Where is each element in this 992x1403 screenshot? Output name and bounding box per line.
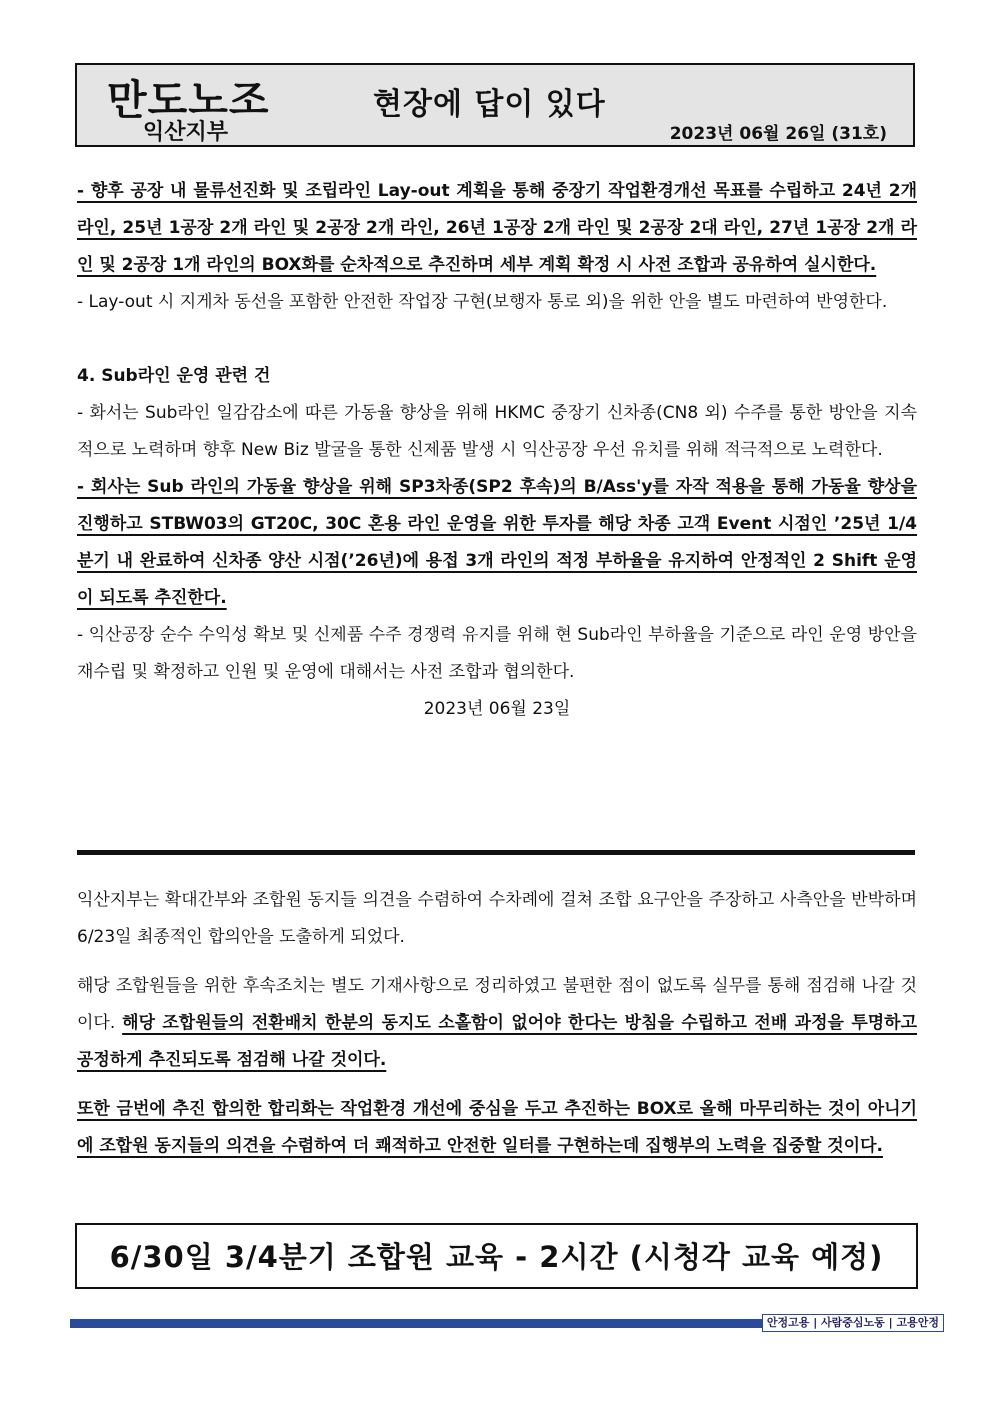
- newsletter-header: [75, 63, 915, 147]
- education-notice: 6/30일 3/4분기 조합원 교육 - 2시간 (시청각 교육 예정): [109, 1240, 884, 1274]
- commentary-section: [77, 882, 917, 1165]
- section-divider: [77, 850, 915, 855]
- commentary-paragraph-1: 익산지부는 확대간부와 조합원 동지들 의견을 수렴하여 수차례에 걸쳐 조합 요구안을 주장하고 사측안을 반박하며 6/23일 최종적인 합의안을 도출하게 되었다.: [77, 890, 917, 947]
- union-name: 만도노조: [107, 76, 270, 124]
- newsletter-slogan: 현장에 답이 있다: [373, 87, 606, 122]
- commentary-paragraph-2-emphasis: 해당 조합원들의 전환배치 한분의 동지도 소홀함이 없어야 한다는 방침을 수립하고 전배 과정을 투명하고 공정하게 추진되도록 점검해 나갈 것이다.: [77, 1013, 918, 1070]
- spacer: [77, 321, 917, 358]
- commentary-paragraph-2: [77, 968, 917, 1079]
- footer-slogan: 안정고용 | 사람중심노동 | 고용안정: [762, 1314, 944, 1332]
- agreement-item-box-plan: - 향후 공장 내 물류선진화 및 조립라인 Lay-out 계획을 통해 중장기 작업환경개선 목표를 수립하고 24년 2개 라인, 25년 1공장 2개 라인 및 2공장 2개 라인, 26년 1공장 2개 라인 및 2공장 2대 라인, 27년 1공장 2개 라인 및 2공장 1개 라인의 BOX화를 순차적으로 추진하며 세부 계획 확정 시 사전 조합과 공유하여 실시한다.: [77, 181, 917, 275]
- agreement-item-forklift: - Lay-out 시 지게차 동선을 포함한 안전한 작업장 구현(보행자 통로 외)을 위한 안을 별도 마련하여 반영한다.: [77, 292, 888, 312]
- branch-name: 익산지부: [143, 120, 229, 145]
- agreement-item-sub-line: - 회사는 Sub 라인의 가동율 향상을 위해 SP3차종(SP2 후속)의 B/Ass'y를 자작 적용을 통해 가동율 향상을 진행하고 STBW03의 GT20C, 30C 혼용 라인 운영을 위한 투자를 해당 차종 고객 Event 시점인 ’25년 1/4분기 내 완료하여 신차종 양산 시점(’26년)에 용접 3개 라인의 적정 부하율을 유지하여 안정적인 2 Shift 운영이 되도록 추진한다.: [77, 477, 917, 608]
- education-notice-box: [75, 1223, 918, 1289]
- commentary-paragraph-3: 또한 금번에 추진 합의한 합리화는 작업환경 개선에 중심을 두고 추진하는 BOX로 올해 마무리하는 것이 아니기에 조합원 동지들의 의견을 수렴하여 더 쾌적하고 안전한 일터를 구현하는데 집행부의 노력을 집중할 것이다.: [77, 1099, 917, 1156]
- agreement-item-new-biz: - 화서는 Sub라인 일감감소에 따른 가동율 향상을 위해 HKMC 중장기 신차종(CN8 외) 수주를 통한 방안을 지속적으로 노력하며 향후 New Biz 발굴을 통한 신제품 발생 시 익산공장 우선 유치를 위해 적극적으로 노력한다.: [77, 403, 917, 460]
- agreement-section: [77, 173, 917, 728]
- agreement-item-load-rate: - 익산공장 순수 수익성 확보 및 신제품 수주 경쟁력 유지를 위해 현 Sub라인 부하율을 기준으로 라인 운영 방안을 재수립 및 확정하고 인원 및 운영에 대해서는 사전 조합과 협의한다.: [77, 625, 917, 682]
- issue-date: 2023년 06월 26일 (31호): [669, 124, 887, 144]
- agreement-date: 2023년 06월 23일: [423, 699, 571, 719]
- commentary-paragraph-2-text: 해당 조합원들을 위한 후속조치는 별도 기재사항으로 정리하였고 불편한 점이 없도록 실무를 통해 점검해 나갈 것이다.: [77, 976, 917, 1033]
- section-4-title: 4. Sub라인 운영 관련 건: [77, 366, 271, 386]
